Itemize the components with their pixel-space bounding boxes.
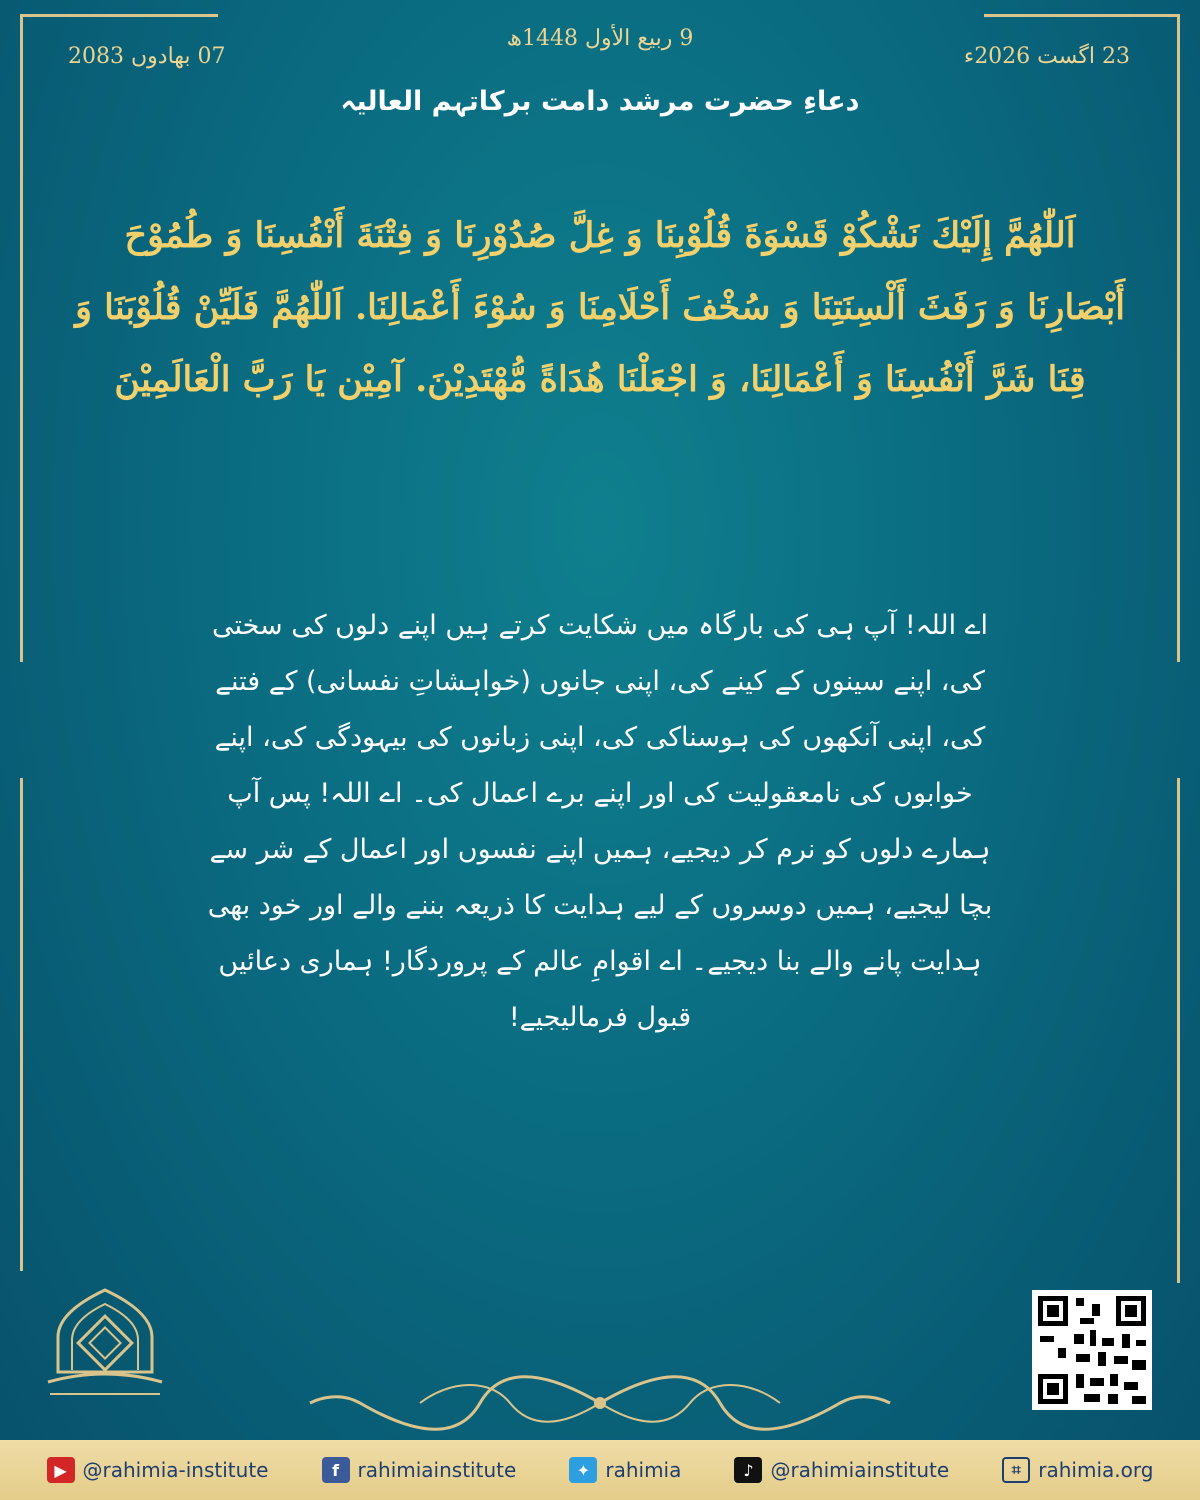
twitter-link[interactable] [569, 1457, 681, 1483]
website-link[interactable] [1002, 1457, 1153, 1483]
website-url: rahimia.org [1038, 1458, 1154, 1482]
facebook-handle: rahimiainstitute [357, 1458, 517, 1482]
frame-border-top-left [22, 14, 218, 17]
tiktok-link[interactable] [734, 1457, 949, 1483]
tiktok-icon: ♪ [734, 1457, 762, 1483]
vikram-date: 07 بھادوں 2083 [68, 44, 226, 69]
frame-border-top-right [984, 14, 1180, 17]
social-footer [0, 1440, 1200, 1500]
tiktok-handle: @rahimiainstitute [770, 1458, 950, 1482]
qr-code[interactable] [1032, 1290, 1152, 1410]
facebook-link[interactable] [322, 1457, 517, 1483]
decorative-ornament [300, 1368, 900, 1438]
gregorian-date: 23 اگست 2026ء [963, 44, 1130, 69]
rahimia-logo [38, 1282, 172, 1410]
qr-scan-icon: ⌗ [1002, 1457, 1030, 1483]
frame-border-left-lower [20, 778, 23, 1271]
hijri-date: 9 ربیع الأول 1448ھ [506, 26, 694, 51]
youtube-link[interactable] [47, 1457, 269, 1483]
youtube-icon: ▶ [47, 1457, 75, 1483]
twitter-icon: ✦ [569, 1457, 597, 1483]
youtube-handle: @rahimia-institute [82, 1458, 269, 1482]
twitter-handle: rahimia [605, 1458, 682, 1482]
frame-border-right-lower [1177, 778, 1180, 1283]
page-title: دعاءِ حضرت مرشد دامت برکاتہم العالیہ [340, 86, 860, 117]
urdu-translation-text: اے اللہ! آپ ہی کی بارگاہ میں شکایت کرتے ہیں اپنے دلوں کی سختی کی، اپنے سینوں کے کینے کی، اپنی جانوں (خواہشاتِ نفسانی) کے فتنے کی، اپنی آنکھوں کی ہوسناکی کی، اپنی زبانوں کی بیہودگی کی، اپنے خوابوں کی نامعقولیت کی اور اپنے برے اعمال کی۔ اے اللہ! پس آپ ہمارے دلوں کو نرم کر دیجیے، ہمیں اپنے نفسوں اور اعمال کے شر سے بچا لیجیے، ہمیں دوسروں کے لیے ہدایت کا ذریعہ بننے والے اور خود بھی ہدایت پانے والے بنا دیجیے۔ اے اقوامِ عالم کے پروردگار! ہماری دعائیں قبول فرمالیجیے! [207, 610, 993, 1033]
arabic-dua-text: اَللّٰهُمَّ إِلَيْكَ نَشْكُوْ قَسْوَةَ قُلُوْبِنَا وَ غِلَّ صُدُوْرِنَا وَ فِتْنَةَ أَنْفُسِنَا وَ طُمُوْحَ أَبْصَارِنَا وَ رَفَثَ أَلْسِنَتِنَا وَ سُخْفَ أَحْلَامِنَا وَ سُوْءَ أَعْمَالِنَا. اَللّٰهُمَّ فَلَيِّنْ قُلُوْبَنَا وَ قِنَا شَرَّ أَنْفُسِنَا وَ أَعْمَالِنَا، وَ اجْعَلْنَا هُدَاةً مُّهْتَدِيْنَ. آمِيْن يَا رَبَّ الْعَالَمِيْنَ [75, 215, 1125, 400]
facebook-icon: f [322, 1457, 350, 1483]
